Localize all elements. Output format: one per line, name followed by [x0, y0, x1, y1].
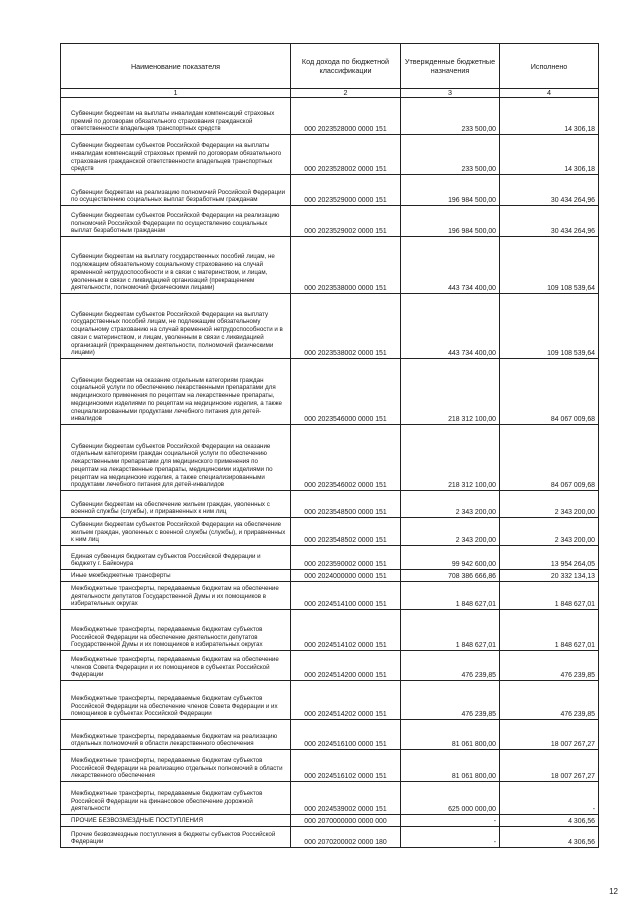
- table-row: [61, 750, 599, 782]
- table-row: [61, 294, 599, 359]
- row-code-cell: 000 2023528002 0000 151: [291, 135, 401, 175]
- row-name-cell: Субвенции бюджетам на реализацию полномочий Российской Федерации по осуществлению социальных выплат безработным гражданам: [61, 175, 291, 206]
- table-row: [61, 491, 599, 518]
- row-executed-cell: 2 343 200,00: [500, 518, 599, 546]
- row-approved-cell: 476 239,85: [401, 651, 500, 681]
- row-approved-cell: 99 942 600,00: [401, 546, 500, 570]
- row-approved-cell: 1 848 627,01: [401, 582, 500, 610]
- table-row: [61, 425, 599, 491]
- table-row: [61, 827, 599, 848]
- table-header-row: [61, 44, 599, 89]
- table-row: [61, 720, 599, 750]
- row-executed-cell: 14 306,18: [500, 135, 599, 175]
- row-name-cell: Прочие безвозмездные поступления в бюджеты субъектов Российской Федерации: [61, 827, 291, 848]
- header-code: Код дохода по бюджетной классификации: [291, 44, 401, 89]
- row-approved-cell: -: [401, 815, 500, 827]
- row-code-cell: 000 2023538002 0000 151: [291, 294, 401, 359]
- row-name-cell: Субвенции бюджетам субъектов Российской Федерации на выплаты инвалидам компенсаций страховых премий по договорам обязательного страхования гражданской ответственности владельцев транспортных средств: [61, 135, 291, 175]
- row-code-cell: 000 2023528000 0000 151: [291, 98, 401, 135]
- row-approved-cell: 625 000 000,00: [401, 782, 500, 815]
- row-name-cell: Субвенции бюджетам субъектов Российской Федерации на обеспечение жильем граждан, уволенных с военной службы (службы), и приравненных к ним лиц: [61, 518, 291, 546]
- column-number: 1: [61, 89, 291, 98]
- table-row: [61, 359, 599, 425]
- column-number: 4: [500, 89, 599, 98]
- row-name-cell: Иные межбюджетные трансферты: [61, 570, 291, 582]
- row-executed-cell: 109 108 539,64: [500, 294, 599, 359]
- row-executed-cell: 4 306,56: [500, 815, 599, 827]
- row-code-cell: 000 2024514100 0000 151: [291, 582, 401, 610]
- column-number: 2: [291, 89, 401, 98]
- row-executed-cell: 14 306,18: [500, 98, 599, 135]
- row-name-cell: Межбюджетные трансферты, передаваемые бюджетам субъектов Российской Федерации на обеспечение членов Совета Федерации и их помощников в субъектах Российской Федерации: [61, 681, 291, 720]
- row-code-cell: 000 2024516100 0000 151: [291, 720, 401, 750]
- row-executed-cell: 13 954 264,05: [500, 546, 599, 570]
- table-row: [61, 681, 599, 720]
- header-executed: Исполнено: [500, 44, 599, 89]
- row-code-cell: 000 2023546000 0000 151: [291, 359, 401, 425]
- table-row: [61, 610, 599, 651]
- table-row: [61, 98, 599, 135]
- row-executed-cell: 18 007 267,27: [500, 720, 599, 750]
- row-approved-cell: 1 848 627,01: [401, 610, 500, 651]
- row-name-cell: Субвенции бюджетам субъектов Российской Федерации на оказание отдельным категориям граждан социальной услуги по обеспечению лекарственными препаратами для медицинского применения по рецептам на лекарственные препараты, медицинскими изделиями по рецептам на медицинские изделия, а также специализированными продуктами лечебного питания для детей-инвалидов: [61, 425, 291, 491]
- column-number-row: [61, 89, 599, 98]
- row-code-cell: 000 2023590002 0000 151: [291, 546, 401, 570]
- row-executed-cell: 2 343 200,00: [500, 491, 599, 518]
- table-row: [61, 237, 599, 294]
- row-executed-cell: 30 434 264,96: [500, 206, 599, 237]
- row-approved-cell: 196 984 500,00: [401, 206, 500, 237]
- row-executed-cell: 476 239,85: [500, 681, 599, 720]
- row-code-cell: 000 2024514200 0000 151: [291, 651, 401, 681]
- table-row: [61, 206, 599, 237]
- row-executed-cell: 1 848 627,01: [500, 582, 599, 610]
- row-approved-cell: 2 343 200,00: [401, 518, 500, 546]
- budget-income-table: [60, 43, 599, 848]
- row-approved-cell: 708 386 666,86: [401, 570, 500, 582]
- table-row: [61, 175, 599, 206]
- table-row: [61, 546, 599, 570]
- row-code-cell: 000 2023548500 0000 151: [291, 491, 401, 518]
- row-code-cell: 000 2023546002 0000 151: [291, 425, 401, 491]
- row-code-cell: 000 2024516102 0000 151: [291, 750, 401, 782]
- row-approved-cell: 443 734 400,00: [401, 237, 500, 294]
- column-number: 3: [401, 89, 500, 98]
- row-approved-cell: 218 312 100,00: [401, 425, 500, 491]
- row-code-cell: 000 2024514202 0000 151: [291, 681, 401, 720]
- row-code-cell: 000 2023529002 0000 151: [291, 206, 401, 237]
- row-executed-cell: 20 332 134,13: [500, 570, 599, 582]
- row-approved-cell: 218 312 100,00: [401, 359, 500, 425]
- row-executed-cell: 4 306,56: [500, 827, 599, 848]
- row-name-cell: Субвенции бюджетам субъектов Российской Федерации на выплату государственных пособий лицам, не подлежащим обязательному социальному страхованию на случай временной нетрудоспособности и в связи с материнством, и лицам, уволенным в связи с ликвидацией организаций (прекращением деятельности, полномочий физическими лицами): [61, 294, 291, 359]
- row-name-cell: Субвенции бюджетам субъектов Российской Федерации на реализацию полномочий Российской Федерации по осуществлению социальных выплат безработным гражданам: [61, 206, 291, 237]
- row-approved-cell: 233 500,00: [401, 135, 500, 175]
- row-name-cell: Межбюджетные трансферты, передаваемые бюджетам на обеспечение членов Совета Федерации и их помощников в субъектах Российской Федерации: [61, 651, 291, 681]
- row-code-cell: 000 2070000000 0000 000: [291, 815, 401, 827]
- row-code-cell: 000 2070200002 0000 180: [291, 827, 401, 848]
- row-approved-cell: 81 061 800,00: [401, 720, 500, 750]
- row-name-cell: ПРОЧИЕ БЕЗВОЗМЕЗДНЫЕ ПОСТУПЛЕНИЯ: [61, 815, 291, 827]
- table-row: [61, 518, 599, 546]
- table-row: [61, 570, 599, 582]
- header-approved: Утвержденные бюджетные назначения: [401, 44, 500, 89]
- row-code-cell: 000 2023529000 0000 151: [291, 175, 401, 206]
- row-approved-cell: 81 061 800,00: [401, 750, 500, 782]
- row-approved-cell: 443 734 400,00: [401, 294, 500, 359]
- row-name-cell: Межбюджетные трансферты, передаваемые бюджетам на реализацию отдельных полномочий в области лекарственного обеспечения: [61, 720, 291, 750]
- header-name: Наименование показателя: [61, 44, 291, 89]
- row-name-cell: Межбюджетные трансферты, передаваемые бюджетам субъектов Российской Федерации на обеспечение деятельности депутатов Государственной Думы и их помощников в избирательных округах: [61, 610, 291, 651]
- row-name-cell: Межбюджетные трансферты, передаваемые бюджетам субъектов Российской Федерации на финансовое обеспечение дорожной деятельности: [61, 782, 291, 815]
- row-code-cell: 000 2024000000 0000 151: [291, 570, 401, 582]
- row-executed-cell: 476 239,85: [500, 651, 599, 681]
- table-row: [61, 135, 599, 175]
- table-row: [61, 651, 599, 681]
- row-executed-cell: 30 434 264,96: [500, 175, 599, 206]
- table-row: [61, 815, 599, 827]
- row-executed-cell: -: [500, 782, 599, 815]
- row-code-cell: 000 2023548502 0000 151: [291, 518, 401, 546]
- row-name-cell: Межбюджетные трансферты, передаваемые бюджетам на обеспечение деятельности депутатов Государственной Думы и их помощников в избирательных округах: [61, 582, 291, 610]
- row-approved-cell: 196 984 500,00: [401, 175, 500, 206]
- row-code-cell: 000 2024514102 0000 151: [291, 610, 401, 651]
- row-name-cell: Субвенции бюджетам на обеспечение жильем граждан, уволенных с военной службы (службы), и приравненных к ним лиц: [61, 491, 291, 518]
- row-executed-cell: 18 007 267,27: [500, 750, 599, 782]
- row-executed-cell: 84 067 009,68: [500, 359, 599, 425]
- row-name-cell: Субвенции бюджетам на выплаты инвалидам компенсаций страховых премий по договорам обязательного страхования гражданской ответственности владельцев транспортных средств: [61, 98, 291, 135]
- row-code-cell: 000 2023538000 0000 151: [291, 237, 401, 294]
- table-row: [61, 582, 599, 610]
- table-row: [61, 782, 599, 815]
- row-code-cell: 000 2024539002 0000 151: [291, 782, 401, 815]
- row-executed-cell: 109 108 539,64: [500, 237, 599, 294]
- row-approved-cell: 233 500,00: [401, 98, 500, 135]
- report-table-container: [60, 43, 598, 848]
- row-name-cell: Межбюджетные трансферты, передаваемые бюджетам субъектов Российской Федерации на реализацию отдельных полномочий в области лекарственного обеспечения: [61, 750, 291, 782]
- row-executed-cell: 1 848 627,01: [500, 610, 599, 651]
- row-name-cell: Субвенции бюджетам на оказание отдельным категориям граждан социальной услуги по обеспечению лекарственными препаратами для медицинского применения по рецептам на лекарственные препараты, медицинскими изделиями по рецептам на медицинские изделия, а также специализированными продуктами лечебного питания для детей-инвалидов: [61, 359, 291, 425]
- row-approved-cell: -: [401, 827, 500, 848]
- row-executed-cell: 84 067 009,68: [500, 425, 599, 491]
- page-number: 12: [609, 887, 618, 896]
- row-name-cell: Субвенции бюджетам на выплату государственных пособий лицам, не подлежащим обязательному социальному страхованию на случай временной нетрудоспособности и в связи с материнством, и лицам, уволенным в связи с ликвидацией организаций (прекращением деятельности, полномочий физическими лицами): [61, 237, 291, 294]
- row-approved-cell: 2 343 200,00: [401, 491, 500, 518]
- row-approved-cell: 476 239,85: [401, 681, 500, 720]
- row-name-cell: Единая субвенция бюджетам субъектов Российской Федерации и бюджету г. Байконура: [61, 546, 291, 570]
